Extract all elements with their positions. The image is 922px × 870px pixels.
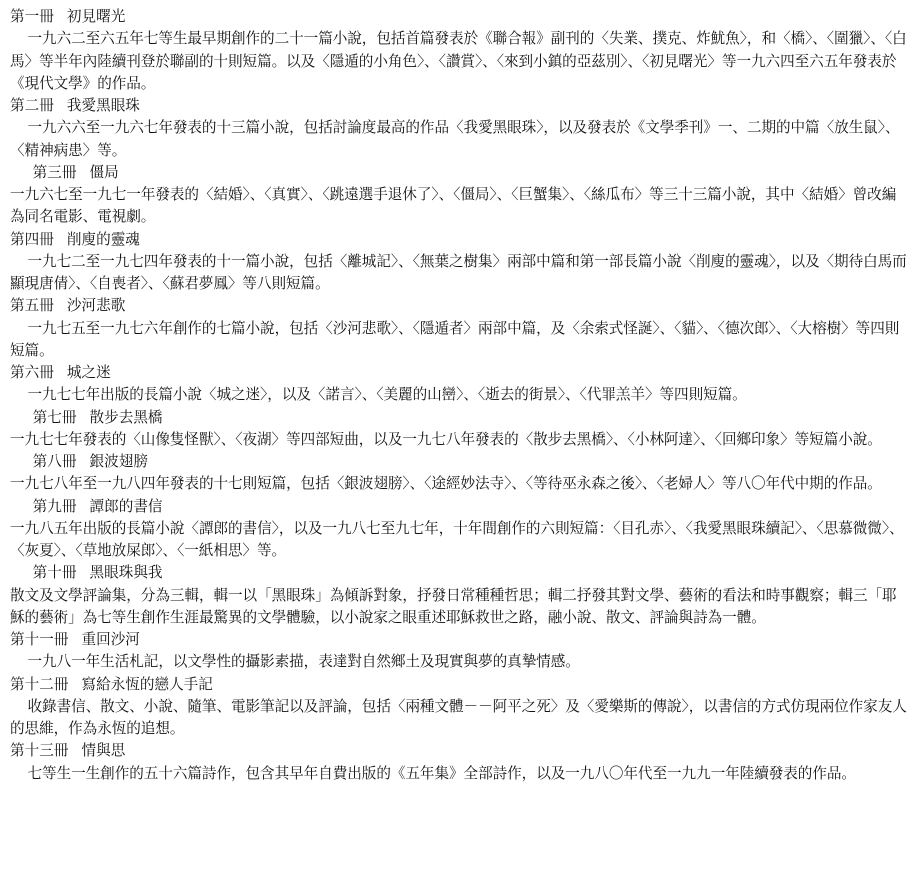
volume-description: 一九六二至六五年七等生最早期創作的二十一篇小說，包括首篇發表於《聯合報》副刊的〈失業、撲克、炸魷魚〉，和〈橋〉、〈圍獵〉、〈白馬〉等半年內陸續刊登於聯副的十則短篇。以及〈隱遁的小角色〉、〈讚賞〉、〈來到小鎮的亞茲別〉、〈初見曙光〉等一九六四至六五年發表於《現代文學》的作品。 [10,30,907,92]
volume-title [10,674,910,696]
volume-description: 收錄書信、散文、小說、隨筆、電影筆記以及評論，包括〈兩種文體－－阿平之死〉及〈愛樂斯的傳說〉，以書信的方式仿現兩位作家友人的思維，作為永恆的追想。 [10,697,907,737]
volume-name: 初見曙光 [66,8,126,25]
volume-title [10,407,910,429]
volume-description: 一九七七年發表的〈山像隻怪獸〉、〈夜湖〉等四部短曲，以及一九七八年發表的〈散步去黑橋〉、〈小林阿達〉、〈回鄉印象〉等短篇小說。 [10,430,882,448]
volume-title [10,451,910,473]
volume-number: 第六冊 [10,364,54,381]
volume-number: 第十冊 [32,564,77,582]
volume-number: 第十二冊 [10,675,69,693]
volume-name: 我愛黑眼珠 [66,97,140,114]
volume-name: 黑眼珠與我 [89,564,163,582]
volume-description: 散文及文學評論集，分為三輯，輯一以「黑眼珠」為傾訴對象，抒發日常種種哲思；輯二抒發其對文學、藝術的看法和時事觀察；輯三「耶穌的藝術」為七等生創作生涯最驚異的文學體驗，以小說家之眼重述耶穌救世之路，融小說、散文、評論與詩為一體。 [10,586,897,626]
volume-title [10,229,910,251]
volume-description: 一九七五至一九七六年創作的七篇小說，包括〈沙河悲歌〉、〈隱遁者〉兩部中篇，及〈余索式怪誕〉、〈貓〉、〈德次郎〉、〈大榕樹〉等四則短篇。 [10,319,900,359]
volume-name: 譚郎的書信 [89,497,163,515]
volume-number: 第七冊 [32,408,77,426]
volume-name: 銀波翅膀 [89,453,148,470]
volume-description: 一九八五年出版的長篇小說〈譚郎的書信〉，以及一九八七至九七年，十年間創作的六則短篇：〈目孔赤〉、〈我愛黑眼珠續記〉、〈思慕微微〉、〈灰夏〉、〈草地放屎郎〉、〈一紙相思〉等。 [10,519,904,559]
volume-name: 城之迷 [66,364,111,381]
volume-name: 重回沙河 [81,631,140,648]
volume-description: 一九七七年出版的長篇小說〈城之迷〉，以及〈諾言〉、〈美麗的山巒〉、〈逝去的街景〉、〈代罪羔羊〉等四則短篇。 [27,386,747,404]
volume-title [10,162,910,184]
volume-description: 一九七二至一九七四年發表的十一篇小說，包括〈離城記〉、〈無葉之樹集〉兩部中篇和第一部長篇小說〈削廋的靈魂〉，以及〈期待白馬而顯現唐倩〉、〈自喪者〉、〈蘇君夢鳳〉等八則短篇。 [10,252,907,292]
volume-description: 一九六七至一九七一年發表的〈結婚〉、〈真實〉、〈跳遠選手退休了〉、〈僵局〉、〈巨蟹集〉、〈絲瓜布〉等三十三篇小說，其中〈結婚〉曾改編為同名電影、電視劇。 [10,186,897,226]
volume-title [10,629,910,651]
volume-title [10,362,910,384]
volume-title [10,740,910,762]
volume-title [10,562,910,584]
volume-description: 七等生一生創作的五十六篇詩作，包含其早年自費出版的《五年集》全部詩作，以及一九八〇年代至一九九一年陸續發表的作品。 [27,764,856,782]
volume-title [10,95,910,117]
volume-number: 第一冊 [10,8,54,25]
volume-name: 僵局 [89,163,119,181]
volume-description: 一九八一年生活札記，以文學性的攝影素描，表達對自然鄉土及現實與夢的真摯情感。 [27,653,580,671]
volume-description: 一九七八年至一九八四年發表的十七則短篇，包括〈銀波翅膀〉、〈途經妙法寺〉、〈等待巫永森之後〉、〈老婦人〉等八〇年代中期的作品。 [10,475,882,493]
volume-number: 第五冊 [10,297,54,315]
volume-name: 寫給永恆的戀人手記 [81,675,213,693]
volume-name: 情與思 [81,742,126,760]
volume-number: 第九冊 [32,497,77,515]
volume-number: 第十一冊 [10,631,69,648]
volume-number: 第二冊 [10,97,54,114]
volume-name: 削廋的靈魂 [66,230,140,248]
volume-number: 第八冊 [32,453,77,470]
volume-title [10,295,910,317]
volume-title [10,496,910,518]
volume-number: 第十三冊 [10,742,69,760]
volume-number: 第四冊 [10,230,54,248]
volume-title [10,6,910,28]
volume-number: 第三冊 [32,163,77,181]
volume-description: 一九六六至一九六七年發表的十三篇小說，包括討論度最高的作品〈我愛黑眼珠〉，以及發表於《文學季刊》一、二期的中篇〈放生鼠〉、〈精神病患〉等。 [10,119,900,159]
volume-name: 沙河悲歌 [66,297,126,315]
volume-name: 散步去黑橋 [89,408,163,426]
